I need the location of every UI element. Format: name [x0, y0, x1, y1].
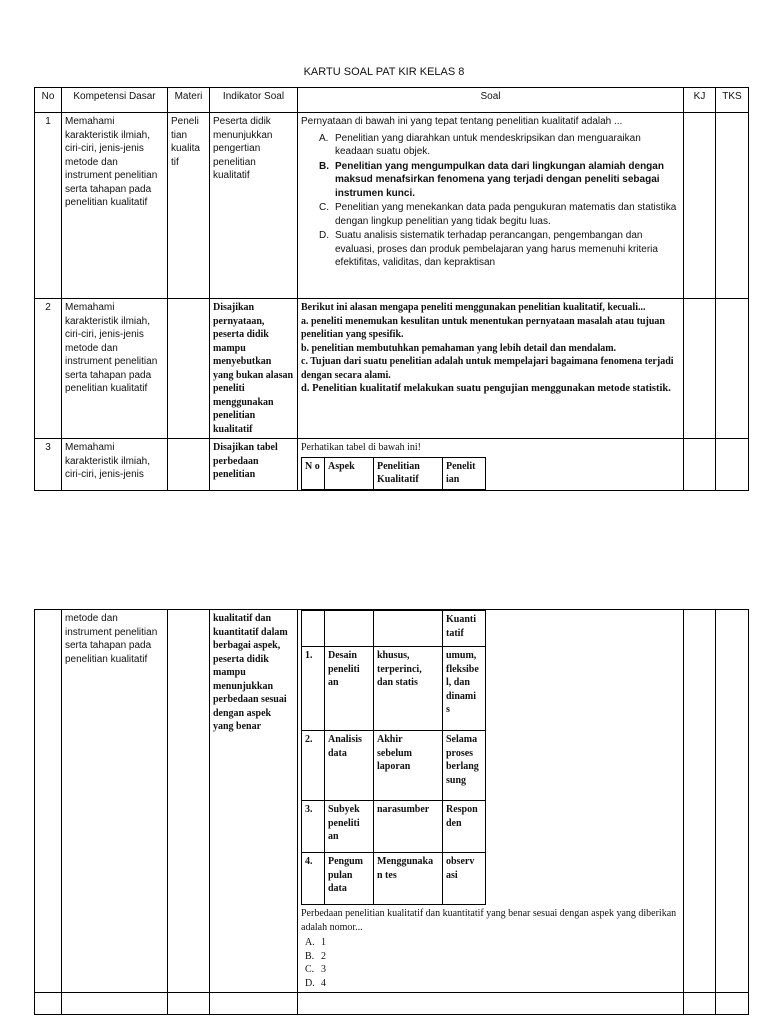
row-number: 3	[35, 439, 62, 491]
header-soal: Soal	[298, 88, 684, 113]
statement-a: a. peneliti menemukan kesulitan untuk menentukan pernyataan masalah atau tujuan penelitian yang spesifik.	[301, 315, 665, 340]
kj-cell	[684, 299, 716, 439]
row-number: 1	[35, 113, 62, 299]
option-a: A. 1	[305, 937, 326, 948]
table-row	[35, 299, 749, 439]
option-a: A. Penelitian yang diarahkan untuk mendeskripsikan dan menguaraikan keadaan suatu objek.	[319, 132, 641, 157]
comparison-row: 2. Analisis data Akhir sebelum laporan Selama proses berlang sung	[302, 731, 486, 801]
statement-b: b. penelitian membutuhkan pemahaman yang lebih detail dan mendalam.	[301, 342, 617, 354]
col-no: N o	[302, 457, 325, 489]
kj-cell	[684, 610, 716, 993]
kompetensi-dasar: Memahami karakteristik ilmiah, ciri-ciri, jenis-jenis metode dan instrument penelitian serta tahapan pada penelitian kualitatif	[62, 113, 168, 299]
kj-cell	[684, 439, 716, 491]
kompetensi-dasar: Memahami karakteristik ilmiah, ciri-ciri, jenis-jenis metode dan instrument penelitian serta tahapan pada penelitian kualitatif	[62, 299, 168, 439]
header-kompetensi-dasar: Kompetensi Dasar	[62, 88, 168, 113]
tks-cell	[716, 113, 749, 299]
question-intro: Perhatikan tabel di bawah ini!	[301, 442, 421, 453]
col-kualitatif: Penelitian Kualitatif	[374, 457, 443, 489]
table-row	[35, 113, 749, 299]
indikator-soal: Peserta didik menunjukkan pengertian penelitian kualitatif	[210, 113, 298, 299]
kj-cell	[684, 113, 716, 299]
header-indikator: Indikator Soal	[210, 88, 298, 113]
comparison-header-row	[302, 611, 486, 647]
option-c: C. 3	[305, 964, 326, 975]
header-kj: KJ	[684, 88, 716, 113]
option-list	[301, 936, 680, 990]
question-text: Perbedaan penelitian kualitatif dan kuantitatif yang benar sesuai dengan aspek yang diberikan adalah nomor...	[301, 908, 677, 933]
row-number	[35, 610, 62, 993]
col-aspek: Aspek	[325, 457, 374, 489]
soal-cell	[298, 299, 684, 439]
tks-cell	[716, 610, 749, 993]
comparison-table	[301, 610, 486, 905]
col-kuantitatif: Kuanti tatif	[443, 611, 486, 647]
option-d: D. Suatu analisis sistematik terhadap perancangan, pengembangan dan evaluasi, proses dan produk pembelajaran yang harus memenuhi kriteria efektifitas, validitas, dan kepraktisan	[319, 230, 658, 268]
comparison-row: 1. Desain peneliti an khusus, terperinci, dan statis umum, fleksibe l, dan dinami s	[302, 647, 486, 731]
materi	[168, 439, 210, 491]
tks-cell	[716, 439, 749, 491]
table-row	[35, 610, 749, 993]
tks-cell	[716, 299, 749, 439]
option-b: B. 2	[305, 950, 326, 962]
comparison-table-head	[301, 457, 486, 490]
soal-cell	[298, 610, 684, 993]
option-c: C. Penelitian yang menekankan data pada pengukuran matematis dan statistika dengan lingkup penelitian yang tidak begitu luas.	[319, 202, 677, 227]
kompetensi-dasar: metode dan instrument penelitian serta tahapan pada penelitian kualitatif	[62, 610, 168, 993]
comparison-row: 4. Pengum pulan data Menggunaka n tes observ asi	[302, 853, 486, 905]
materi	[168, 610, 210, 993]
soal-cell	[298, 113, 684, 299]
indikator-soal: Disajikan pernyataan, peserta didik mampu menyebutkan yang bukan alasan peneliti menggunakan penelitian kualitatif	[210, 299, 298, 439]
question-text: Berikut ini alasan mengapa peneliti menggunakan penelitian kualitatif, kecuali...	[301, 302, 646, 313]
option-d: D. 4	[305, 977, 326, 989]
row-number: 2	[35, 299, 62, 439]
indikator-soal: Disajikan tabel perbedaan penelitian	[210, 439, 298, 491]
table-row	[35, 993, 749, 1015]
option-list	[301, 132, 680, 270]
indikator-soal: kualitatif dan kuantitatif dalam berbagai aspek, peserta didik mampu menunjukkan perbedaan sesuai dengan aspek yang benar	[210, 610, 298, 993]
table-row	[35, 439, 749, 491]
question-text: Pernyataan di bawah ini yang tepat tentang penelitian kualitatif adalah ...	[301, 116, 623, 127]
header-no: No	[35, 88, 62, 113]
statement-d-correct: d. Penelitian kualitatif melakukan suatu pengujian menggunakan metode statistik.	[301, 383, 671, 394]
question-card-table-continued	[34, 609, 749, 1015]
option-b-correct: B. Penelitian yang mengumpulkan data dari lingkungan alamiah dengan maksud menafsirkan fenomena yang terjadi dengan peneliti sebagai instrumen kunci.	[319, 160, 664, 199]
col-kuantitatif: Penelit ian	[443, 457, 486, 489]
statement-c: c. Tujuan dari suatu penelitian adalah untuk mempelajari bagaimana fenomena terjadi dengan secara alami.	[301, 356, 674, 381]
header-materi: Materi	[168, 88, 210, 113]
materi	[168, 299, 210, 439]
question-card-table	[34, 87, 749, 491]
comparison-row: 3. Subyek peneliti an narasumber Respon den	[302, 801, 486, 853]
header-tks: TKS	[716, 88, 749, 113]
soal-cell	[298, 439, 684, 491]
materi: Peneli tian kualita tif	[168, 113, 210, 299]
header-row	[35, 88, 749, 113]
kompetensi-dasar: Memahami karakteristik ilmiah, ciri-ciri, jenis-jenis	[62, 439, 168, 491]
document-title: KARTU SOAL PAT KIR KELAS 8	[303, 66, 465, 78]
